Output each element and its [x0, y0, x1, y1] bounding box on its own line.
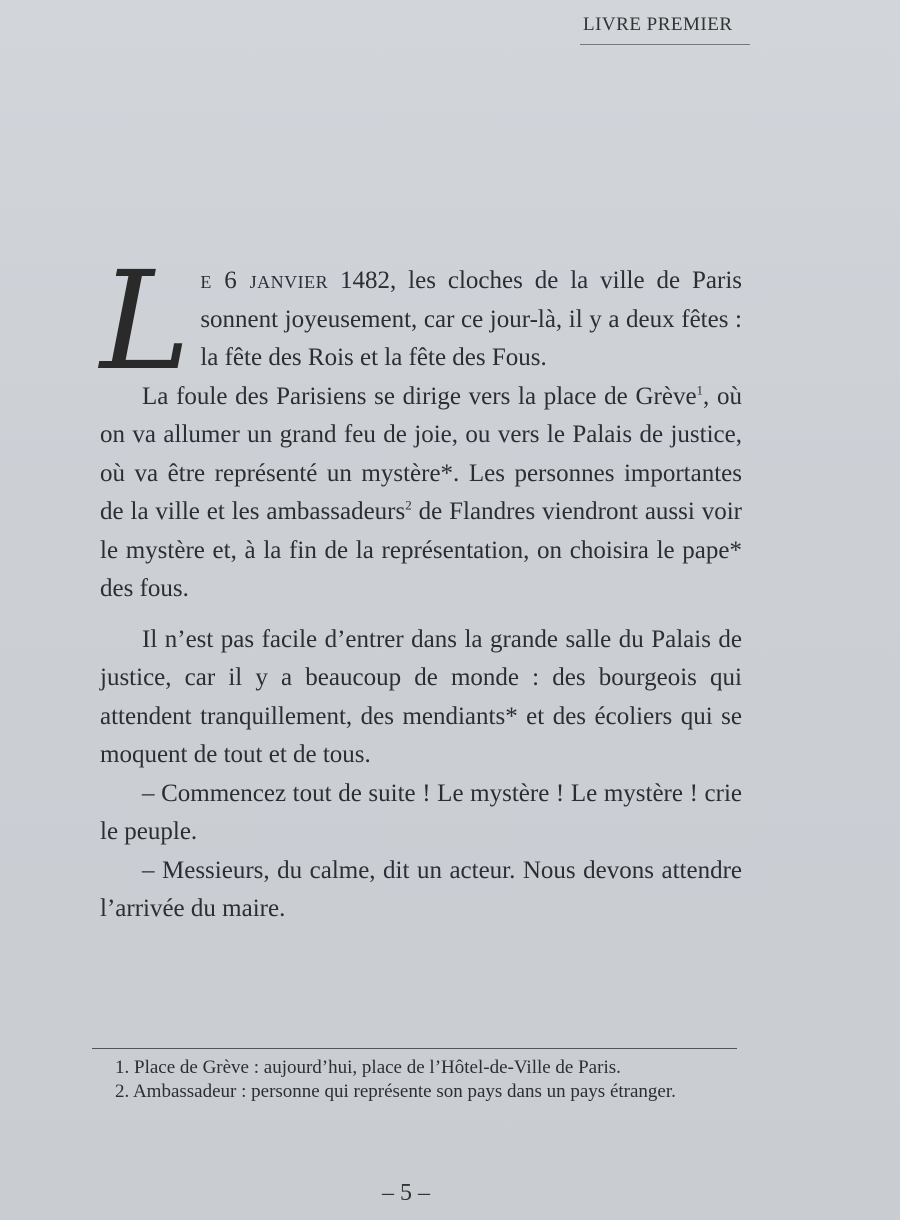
page-number: – 5 –: [382, 1180, 430, 1206]
chapter-text: [100, 243, 743, 929]
paragraph-2-text-c: de Flandres viendront aussi voir le mystère et, à la fin de la représentation, on choisira le pape* des fous.: [100, 498, 743, 602]
paragraph-4: – Commencez tout de suite ! Le mystère ! Le mystère ! crie le peuple.: [100, 779, 742, 845]
paragraph-2: [100, 378, 742, 609]
footnote-1: 1. Place de Grève : aujourd’hui, place de l’Hôtel-de-Ville de Paris.: [115, 1057, 621, 1078]
paragraph-5: – Messieurs, du calme, dit un acteur. Nous devons attendre l’arrivée du maire.: [100, 856, 742, 922]
paragraph-3: Il n’est pas facile d’entrer dans la grande salle du Palais de justice, car il y a beaucoup de monde : des bourgeois qui attendent tranquillement, des mendiants* et des écoliers qui se moquent de tout et de tous.: [100, 625, 742, 768]
paragraph-2-text-b: , où on va allumer un grand feu de joie, ou vers le Palais de justice, où va être représenté un mystère*. Les personnes importantes de la ville et les ambassadeurs: [100, 382, 742, 525]
drop-cap: L: [100, 243, 191, 401]
footnote-2: 2. Ambassadeur : personne qui représente son pays dans un pays étranger.: [115, 1081, 676, 1102]
footnote-rule: [92, 1048, 737, 1049]
opening-smallcaps: e 6 janvier: [200, 267, 329, 294]
running-header: LIVRE PREMIER: [583, 14, 733, 35]
header-rule: [580, 44, 750, 45]
paragraph-1-text: 1482, les cloches de la ville de Paris sonnent joyeusement, car ce jour-là, il y a deux fêtes : la fête des Rois et la fête des Fous.: [200, 267, 743, 371]
paragraph-2-text-a: La foule des Parisiens se dirige vers la place de Grève: [142, 382, 697, 410]
footnotes: [115, 1056, 737, 1104]
footnote-ref-2: 2: [405, 497, 412, 513]
footnote-ref-1: 1: [696, 382, 704, 398]
